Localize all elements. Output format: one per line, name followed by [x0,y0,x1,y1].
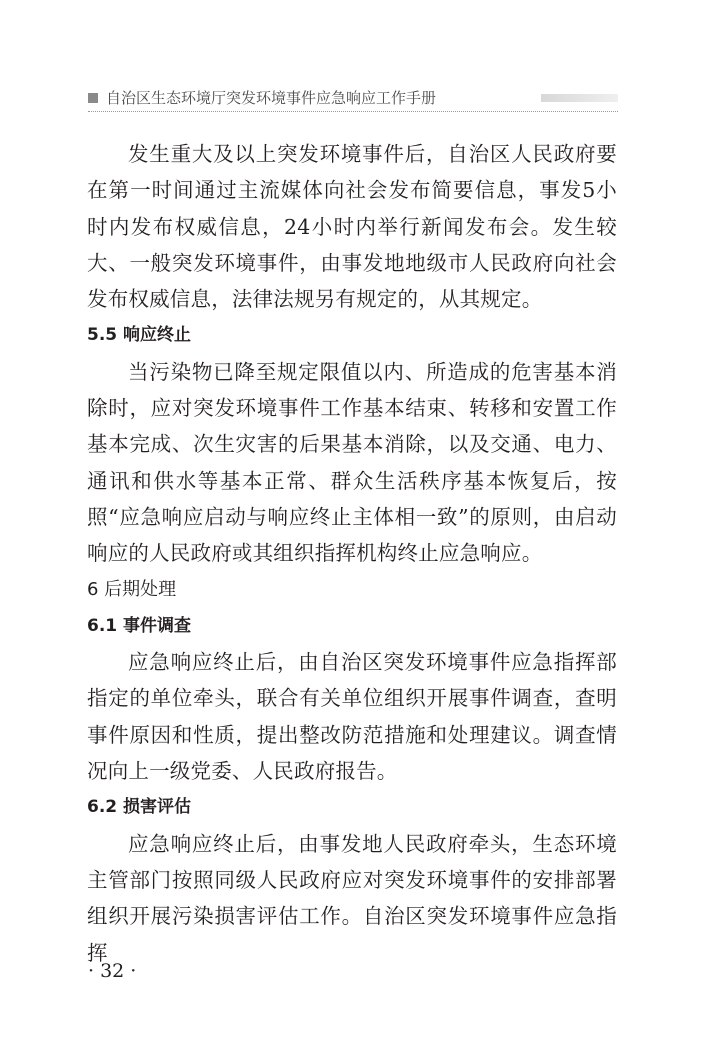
paragraph-incident-investigation: 应急响应终止后，由自治区突发环境事件应急指挥部指定的单位牵头，联合有关单位组织开展事件调查，查明事件原因和性质，提出整改防范措施和处理建议。调查情况向上一级党委、人民政府报告。 [87,650,617,784]
paragraph-information-release: 发生重大及以上突发环境事件后，自治区人民政府要在第一时间通过主流媒体向社会发布简要信息，事发5小时内发布权威信息，24小时内举行新闻发布会。发生较大、一般突发环境事件，由事发地地级市人民政府向社会发布权威信息，法律法规另有规定的，从其规定。 [87,142,617,312]
running-header [88,88,618,112]
paragraph-damage-assessment: 应急响应终止后，由事发地人民政府牵头，生态环境主管部门按照同级人民政府应对突发环境事件的安排部署组织开展污染损害评估工作。自治区突发环境事件应急指挥 [87,831,617,965]
heading-5-5-response-termination: 5.5 响应终止 [87,325,192,346]
heading-6-1-incident-investigation: 6.1 事件调查 [87,615,192,636]
header-title: 自治区生态环境厅突发环境事件应急响应工作手册 [106,89,437,107]
page-number: · 32 · [88,960,137,982]
header-dotted-rule [88,111,618,112]
header-decorative-bar [541,94,618,102]
heading-6-2-damage-assessment: 6.2 损害评估 [87,797,192,818]
paragraph-response-termination: 当污染物已降至规定限值以内、所造成的危害基本消除时，应对突发环境事件工作基本结束、转移和安置工作基本完成、次生灾害的后果基本消除，以及交通、电力、通讯和供水等基本正常、群众生活秩序基本恢复后，按照“应急响应启动与响应终止主体相一致”的原则，由启动响应的人民政府或其组织指挥机构终止应急响应。 [87,359,617,566]
heading-6-post-processing: 6 后期处理 [87,578,177,600]
page-body [87,136,617,971]
header-square-marker [88,93,98,103]
